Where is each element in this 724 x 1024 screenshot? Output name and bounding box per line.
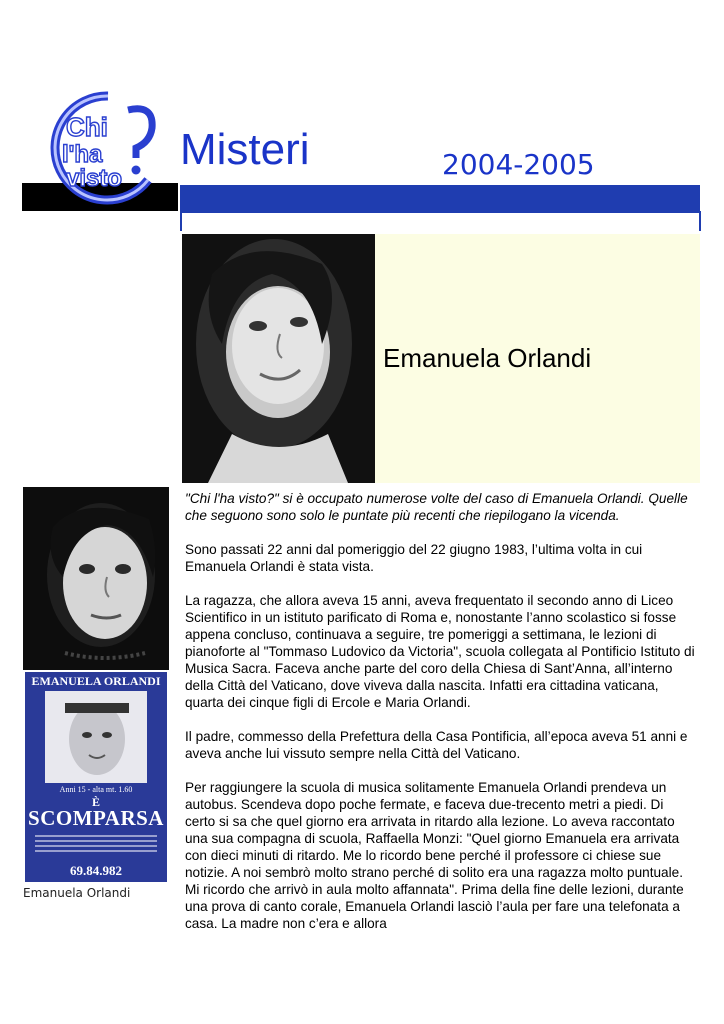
header-rule-left xyxy=(180,211,182,231)
logo-text-lha: l'ha xyxy=(62,141,103,168)
missing-poster xyxy=(25,672,167,882)
chi-lha-visto-logo xyxy=(30,88,170,206)
header-bar xyxy=(180,185,700,211)
photo-caption: Emanuela Orlandi xyxy=(23,886,131,900)
article-paragraph: Il padre, commesso della Prefettura della Casa Pontificia, all’epoca aveva 51 anni e aveva anche lui vissuto sempre nella Città del Vaticano. xyxy=(185,729,688,761)
poster-details: Anni 15 - alta mt. 1.60 xyxy=(59,785,133,794)
article-paragraph: La ragazza, che allora aveva 15 anni, aveva frequentato il secondo anno di Liceo Scientifico in un istituto parificato di Roma e, nonostante l’anno scolastico si fosse appena concluso, continuava a seguire, tre pomeriggi a settimana, le lezioni di pianoforte al "Tommaso Ludovico da Victoria", scuola collegata al Pontificio Istituto di Musica Sacra. Faceva anche parte del coro della Chiesa di Sant’Anna, all’interno della Città del Vaticano, dove viveva dalla nascita. Infatti era cittadina vaticana, quarta dei cinque figli di Ercole e Maria Orlandi. xyxy=(185,593,695,710)
article-body xyxy=(185,490,697,949)
logo-text-visto: visto xyxy=(66,165,123,192)
poster-photo xyxy=(45,691,147,783)
poster-e: È xyxy=(91,795,100,809)
poster-name: EMANUELA ORLANDI xyxy=(31,674,161,688)
portrait-photo-2 xyxy=(23,487,169,670)
years-label: 2004-2005 xyxy=(442,148,595,181)
header-rule-right xyxy=(699,211,701,231)
portrait-photo xyxy=(182,234,375,483)
poster-headline: SCOMPARSA xyxy=(28,806,164,830)
poster-phone: 69.84.982 xyxy=(70,863,122,878)
header-rule xyxy=(180,211,701,213)
article-paragraph: "Chi l'ha visto?" si è occupato numerose volte del caso di Emanuela Orlandi. Quelle che seguono sono solo le puntate più recenti che riepilogano la vicenda. xyxy=(185,491,688,523)
poster-small-print xyxy=(35,832,157,862)
article-paragraph: Sono passati 22 anni dal pomeriggio del 22 giugno 1983, l’ultima volta in cui Emanuela Orlandi è stata vista. xyxy=(185,542,643,574)
logo-text-chi: Chi xyxy=(66,112,108,142)
page-title: Misteri xyxy=(180,125,310,174)
subject-name: Emanuela Orlandi xyxy=(383,343,592,373)
article-paragraph: Per raggiungere la scuola di musica solitamente Emanuela Orlandi prendeva un autobus. Scendeva dopo poche fermate, e faceva due-trecento metri a piedi. Di certo si sa che quel giorno era arrivata in ritardo alla lezione. Lo aveva raccontato una sua compagna di scuola, Raffaella Monzi: "Quel giorno Emanuela era arrivata con dieci minuti di ritardo. Me lo ricordo bene perché il professore ci chiese sue notizie. A noi sembrò molto strano perché di solito era una ragazza molto puntuale. Mi ricordo che arrivò in aula molto affannata". Prima della fine delle lezioni, durante una prova di canto corale, Emanuela Orlandi lasciò l’aula per fare una telefonata a casa. La madre non c’era e allora xyxy=(185,780,684,931)
